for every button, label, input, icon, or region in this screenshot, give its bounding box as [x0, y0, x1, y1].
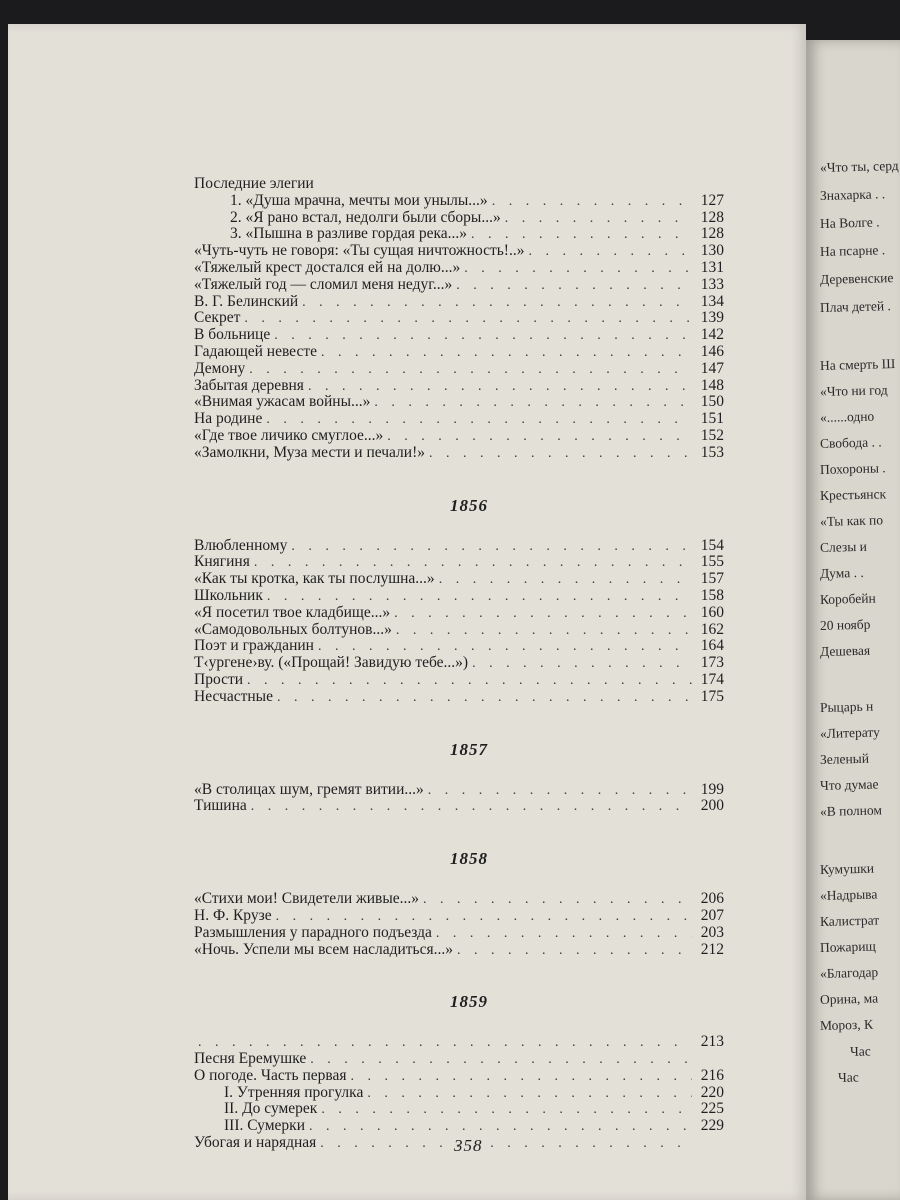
adjacent-page-text: Слезы и — [819, 538, 868, 555]
dot-leader — [456, 278, 692, 295]
toc-entry-page: 131 — [700, 258, 724, 276]
adjacent-page-text: На смерть Ш — [819, 356, 896, 373]
dot-leader — [249, 362, 692, 379]
toc-entry-page: 150 — [700, 393, 724, 411]
adjacent-page-text: Рыцарь н — [819, 698, 874, 715]
adjacent-page-text: Час — [849, 1043, 871, 1059]
toc-entry-title: Т‹ургене›ву. («Прощай! Завидую тебе...») — [194, 654, 469, 672]
toc-entry-title: «В столицах шум, гремят витии...» — [194, 780, 424, 798]
table-of-contents — [194, 176, 724, 1152]
toc-entry — [194, 622, 724, 639]
adjacent-page-text: Час — [837, 1069, 859, 1085]
toc-entry-title: I. Утренняя прогулка — [224, 1083, 364, 1101]
book-page — [8, 24, 806, 1200]
toc-entry — [194, 260, 724, 277]
toc-entry — [194, 1101, 724, 1118]
adjacent-page-text: На псарне . — [819, 242, 886, 259]
toc-entry-page: 134 — [700, 292, 724, 310]
toc-entry-page: 133 — [700, 275, 724, 293]
toc-entry-page: 206 — [700, 890, 724, 908]
dot-leader — [247, 673, 692, 690]
dot-leader — [528, 244, 692, 261]
toc-entry-page: 128 — [700, 225, 724, 243]
toc-entry-page: 173 — [700, 654, 724, 672]
adjacent-page-text: Плач детей . — [819, 298, 892, 315]
toc-entry-title: Гадающей невесте — [194, 342, 317, 360]
toc-entry — [194, 1085, 724, 1102]
toc-entry-title: В. Г. Белинский — [194, 292, 299, 310]
toc-entry-page: 175 — [700, 687, 724, 705]
toc-entry-title: II. До сумерек — [224, 1100, 318, 1118]
toc-entry-page: 212 — [700, 940, 724, 958]
adjacent-page-text: Крестьянск — [819, 486, 887, 503]
toc-entry-page: 127 — [700, 191, 724, 209]
page-number: 358 — [454, 1136, 483, 1155]
toc-entry — [194, 394, 724, 411]
toc-entry-title: Песня Еремушке — [194, 1050, 307, 1068]
toc-entry-title: «Самодовольных болтунов...» — [194, 620, 392, 638]
dot-leader — [302, 295, 692, 312]
toc-entry-title: «Тяжелый крест достался ей на долю...» — [194, 258, 461, 276]
adjacent-page-text: «Что ты, серд — [819, 157, 899, 175]
toc-entry-title: «Тяжелый год — сломил меня недуг...» — [194, 275, 453, 293]
toc-entry — [194, 294, 724, 311]
toc-entry-page: 130 — [700, 242, 724, 260]
toc-entry-page: 203 — [700, 923, 724, 941]
year-heading: 1856 — [450, 495, 488, 515]
adjacent-page-text: Мороз, К — [819, 1016, 874, 1033]
adjacent-page-text: Что думае — [819, 776, 879, 793]
dot-leader — [351, 1069, 692, 1086]
toc-entry-title: 1. «Душа мрачна, мечты мои унылы...» — [230, 191, 488, 209]
toc-entry — [194, 638, 724, 655]
toc-entry — [194, 428, 724, 445]
toc-entry-title: Школьник — [194, 586, 263, 604]
toc-entry — [194, 1068, 724, 1085]
toc-entry-page: 213 — [700, 1033, 724, 1051]
toc-entry-page: 174 — [700, 670, 724, 688]
toc-entry — [194, 782, 724, 799]
dot-leader — [423, 892, 692, 909]
dot-leader — [505, 211, 692, 228]
toc-entry — [194, 327, 724, 344]
dot-leader — [367, 1086, 692, 1103]
toc-entry — [194, 176, 724, 193]
toc-entry — [194, 554, 724, 571]
dot-leader — [291, 539, 692, 556]
dot-leader — [310, 1052, 692, 1069]
adjacent-page-text: Свобода . . — [819, 434, 882, 451]
toc-entry — [194, 655, 724, 672]
toc-entry-page: 157 — [700, 570, 724, 588]
toc-entry-page: 153 — [700, 443, 724, 461]
dot-leader — [309, 1119, 692, 1136]
toc-entry-page: 229 — [700, 1117, 724, 1135]
year-heading: 1857 — [450, 739, 488, 759]
toc-entry-title: 2. «Я рано встал, недолги были сборы...» — [230, 208, 501, 226]
toc-entry-page: 199 — [700, 780, 724, 798]
toc-entry-page: 146 — [700, 342, 724, 360]
adjacent-page-text: Орина, ма — [819, 990, 879, 1007]
toc-entry-title: «Внимая ужасам войны...» — [194, 393, 371, 411]
toc-entry-title: Убогая и нарядная — [194, 1134, 317, 1152]
adjacent-page-text: Пожарищ — [819, 938, 877, 955]
toc-entry-title: Княгиня — [194, 553, 250, 571]
dot-leader — [464, 261, 692, 278]
toc-entry-title: Секрет — [194, 309, 241, 327]
toc-entry — [194, 571, 724, 588]
toc-entry-title: Поэт и гражданин — [194, 637, 314, 655]
toc-entry-title: «Чуть-чуть не говоря: «Ты сущая ничтожность!..» — [194, 242, 525, 260]
adjacent-page-edge — [806, 40, 900, 1200]
adjacent-page-text: Похороны . — [819, 460, 886, 477]
toc-entry-page: 162 — [700, 620, 724, 638]
toc-entry — [194, 1051, 724, 1068]
toc-entry — [194, 243, 724, 260]
toc-entry-page: 142 — [700, 326, 724, 344]
toc-entry — [194, 538, 724, 555]
toc-entry-page: 147 — [700, 359, 724, 377]
adjacent-page-text: «Что ни год — [819, 382, 888, 399]
toc-entry-title: Несчастные — [194, 687, 273, 705]
toc-entry-page: 148 — [700, 376, 724, 394]
adjacent-page-text: Коробейн — [819, 590, 876, 607]
toc-entry — [194, 891, 724, 908]
adjacent-page-text: 20 ноябр — [819, 616, 871, 633]
toc-entry-title: Влюбленному — [194, 536, 288, 554]
toc-entry-page: 154 — [700, 536, 724, 554]
toc-entry — [194, 226, 724, 243]
dot-leader — [374, 395, 692, 412]
toc-entry — [194, 411, 724, 428]
adjacent-page-text: Калистрат — [819, 912, 880, 929]
dot-leader — [274, 328, 692, 345]
toc-entry-page: 152 — [700, 426, 724, 444]
toc-entry — [194, 378, 724, 395]
toc-entry — [194, 310, 724, 327]
toc-entry-title: На родине — [194, 410, 263, 428]
year-heading: 1858 — [450, 849, 488, 869]
toc-entry-title: Прости — [194, 670, 244, 688]
toc-entry-page: 160 — [700, 603, 724, 621]
toc-entry-title: Забытая деревня — [194, 376, 304, 394]
adjacent-page-text: Зеленый — [819, 750, 870, 767]
adjacent-page-text: Деревенские — [819, 270, 894, 287]
toc-entry-title: Последние элегии — [194, 175, 314, 192]
toc-entry — [194, 193, 724, 210]
toc-entry-title: «Где твое личико смуглое...» — [194, 426, 384, 444]
toc-entry-page: 200 — [700, 797, 724, 815]
adjacent-page-text: Знахарка . . — [819, 186, 886, 203]
toc-entry-page: 216 — [700, 1066, 724, 1084]
toc-entry — [194, 672, 724, 689]
dot-leader — [396, 623, 692, 640]
toc-entry — [194, 361, 724, 378]
dot-leader — [394, 606, 692, 623]
toc-entry-page: 139 — [700, 309, 724, 327]
toc-entry — [194, 942, 724, 959]
dot-leader — [321, 345, 692, 362]
adjacent-page-text: Кумушки — [819, 860, 875, 877]
toc-entry-page: 164 — [700, 637, 724, 655]
toc-entry — [194, 588, 724, 605]
dot-leader — [244, 311, 692, 328]
toc-entry — [194, 277, 724, 294]
dot-leader — [439, 572, 692, 589]
dot-leader — [277, 690, 692, 707]
dot-leader — [428, 783, 692, 800]
toc-entry-page: 155 — [700, 553, 724, 571]
toc-entry-title: «Как ты кротка, как ты послушна...» — [194, 570, 435, 588]
toc-entry-page: 225 — [700, 1100, 724, 1118]
dot-leader — [457, 943, 692, 960]
toc-entry-title: Размышления у парадного подъезда — [194, 923, 432, 941]
toc-entry — [194, 1034, 724, 1051]
toc-entry — [194, 689, 724, 706]
toc-entry-page: 151 — [700, 410, 724, 428]
toc-entry-page: 220 — [700, 1083, 724, 1101]
toc-entry-title: 3. «Пышна в разливе гордая река...» — [230, 225, 468, 243]
adjacent-page-text: На Волге . — [819, 214, 880, 231]
dot-leader — [472, 656, 692, 673]
toc-entry — [194, 210, 724, 227]
adjacent-page-text: «В полном — [819, 802, 883, 819]
toc-entry-title: «Я посетил твое кладбище...» — [194, 603, 391, 621]
dot-leader — [251, 799, 692, 816]
toc-entry-title: «Стихи мои! Свидетели живые...» — [194, 890, 420, 908]
adjacent-page-text: «Ты как по — [819, 512, 884, 529]
adjacent-page-text: «......одно — [819, 408, 875, 425]
adjacent-page-text: «Литерату — [819, 724, 881, 741]
dot-leader — [321, 1102, 692, 1119]
dot-leader — [387, 429, 692, 446]
toc-entry-title: «Ночь. Успели мы всем насладиться...» — [194, 940, 454, 958]
adjacent-page-text: Дешевая — [819, 642, 871, 659]
toc-entry-title: «Замолкни, Муза мести и печали!» — [194, 443, 425, 461]
toc-entry-title: Тишина — [194, 797, 247, 815]
toc-entry — [194, 445, 724, 462]
year-heading: 1859 — [450, 992, 488, 1012]
toc-entry-title: В больнице — [194, 326, 271, 344]
toc-entry — [194, 344, 724, 361]
adjacent-page-text: Дума . . — [819, 564, 864, 581]
toc-entry-title: Демону — [194, 359, 246, 377]
toc-entry — [194, 908, 724, 925]
adjacent-page-text: «Надрыва — [819, 886, 878, 903]
toc-entry — [194, 798, 724, 815]
toc-entry-page: 207 — [700, 906, 724, 924]
toc-entry — [194, 605, 724, 622]
dot-leader — [436, 926, 692, 943]
toc-entry — [194, 925, 724, 942]
toc-entry-title: О погоде. Часть первая — [194, 1066, 347, 1084]
toc-entry-title: Н. Ф. Крузе — [194, 906, 272, 924]
adjacent-page-text: «Благодар — [819, 964, 879, 981]
toc-entry-page: 128 — [700, 208, 724, 226]
dot-leader — [429, 446, 692, 463]
toc-entry-page: 158 — [700, 586, 724, 604]
dot-leader — [320, 1136, 692, 1153]
toc-entry-title: III. Сумерки — [224, 1117, 305, 1135]
dot-leader — [492, 194, 692, 211]
toc-entry — [194, 1118, 724, 1135]
